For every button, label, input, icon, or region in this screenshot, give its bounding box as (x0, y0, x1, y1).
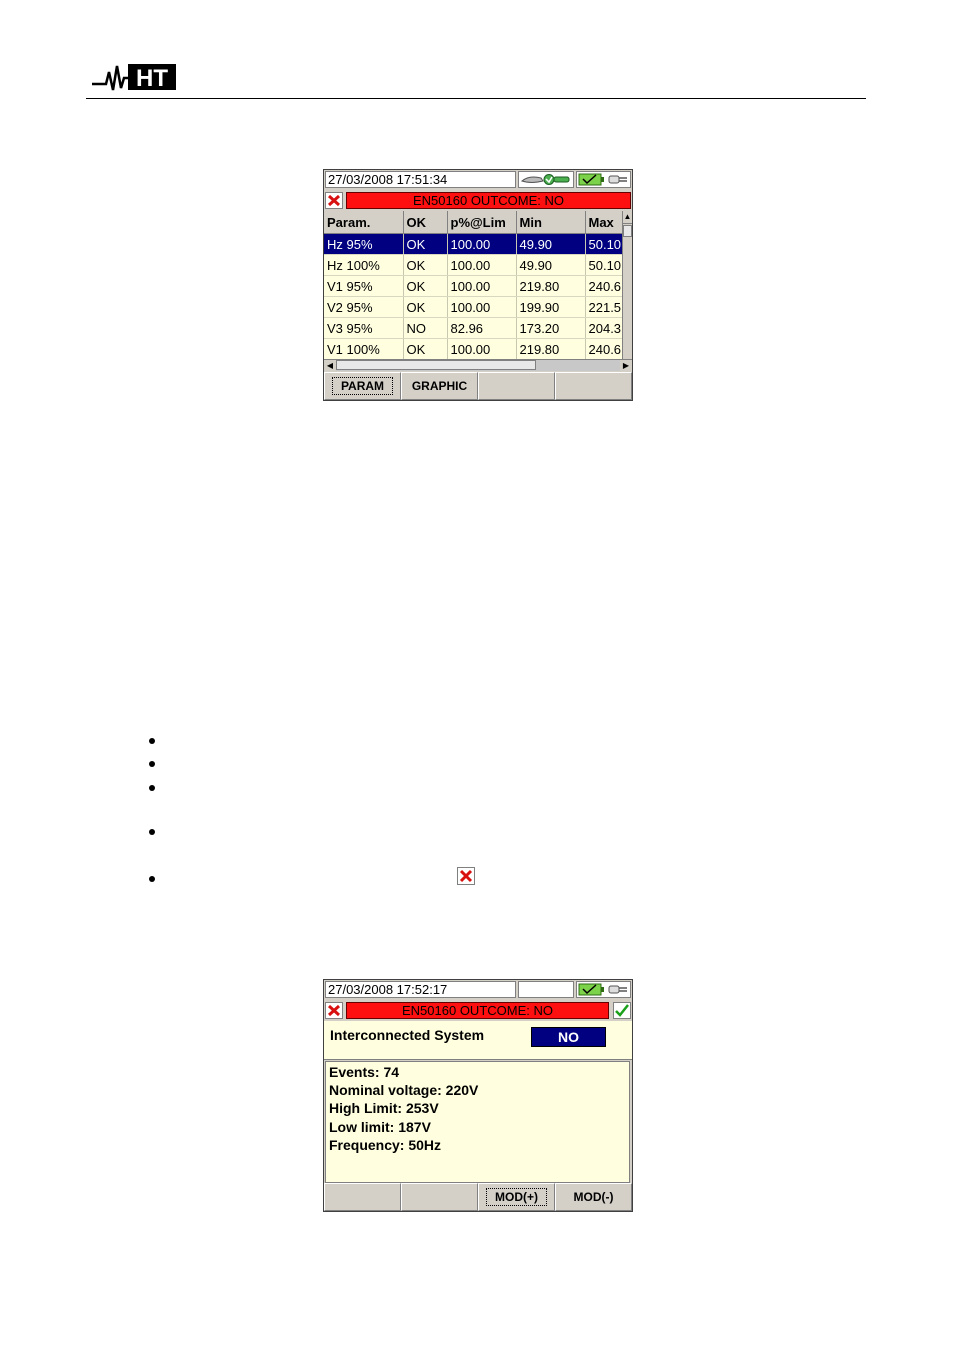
cell: 100.00 (447, 297, 516, 318)
cell: V2 95% (324, 297, 403, 318)
ht-logo (92, 62, 178, 92)
interconnected-system-value[interactable]: NO (531, 1027, 606, 1047)
results-table[interactable] (324, 211, 622, 359)
cell: V1 95% (324, 276, 403, 297)
bullet-dot (149, 761, 155, 767)
horizontal-scrollbar[interactable] (324, 359, 632, 371)
softkey-2[interactable] (401, 1183, 478, 1211)
cell: NO (403, 318, 447, 339)
events-text: Events: 74 (329, 1064, 400, 1080)
cell: OK (403, 297, 447, 318)
battery-plug-icon (576, 981, 631, 998)
fail-x-icon (457, 867, 475, 885)
cell: 240.6 (585, 339, 622, 360)
softkey-4[interactable] (555, 372, 632, 400)
nominal-voltage-text: Nominal voltage: 220V (329, 1082, 479, 1099)
col-header-max[interactable]: Max (585, 211, 622, 234)
status-bar (324, 170, 632, 191)
cell: 49.90 (516, 234, 585, 255)
param-softkey[interactable]: PARAM (324, 372, 401, 400)
frequency-text: Frequency: 50Hz (329, 1136, 442, 1153)
fail-x-icon (325, 192, 343, 209)
cell: Hz 95% (324, 234, 403, 255)
cell: 219.80 (516, 339, 585, 360)
probe-icon (518, 171, 574, 188)
table-row[interactable] (324, 276, 622, 297)
bullet-dot (149, 829, 155, 835)
interconnected-system-label: Interconnected System (330, 1027, 485, 1043)
col-header-ok[interactable]: OK (403, 211, 447, 234)
confirm-check-icon[interactable] (613, 1002, 631, 1019)
svg-text:HT: HT (136, 65, 168, 92)
col-header-percent[interactable]: p%@Lim (447, 211, 516, 234)
cell: 219.80 (516, 276, 585, 297)
cell: OK (403, 255, 447, 276)
vertical-scroll-thumb[interactable] (623, 225, 632, 237)
cell: 240.6 (585, 276, 622, 297)
outcome-row (324, 191, 632, 211)
scroll-right-icon[interactable]: ▶ (620, 360, 632, 371)
cell: 50.10 (585, 234, 622, 255)
graphic-softkey[interactable]: GRAPHIC (401, 372, 478, 400)
bullet-dot (149, 785, 155, 791)
setting-panel (324, 1021, 632, 1060)
cell: 204.3 (585, 318, 622, 339)
datetime-display: 27/03/2008 17:52:17 (325, 981, 516, 998)
outcome-banner: EN50160 OUTCOME: NO (346, 192, 631, 209)
scroll-left-icon[interactable]: ◀ (324, 360, 336, 371)
cell: OK (403, 276, 447, 297)
cell: 50.10 (585, 255, 622, 276)
instrument-screen-settings (323, 979, 633, 1212)
cell: 49.90 (516, 255, 585, 276)
table-header (324, 211, 622, 234)
col-header-param[interactable]: Param. (324, 211, 403, 234)
outcome-banner: EN50160 OUTCOME: NO (346, 1002, 609, 1019)
scroll-up-icon[interactable]: ▲ (623, 211, 632, 224)
table-row[interactable] (324, 297, 622, 318)
cell: V1 100% (324, 339, 403, 360)
header-rule (86, 98, 866, 99)
cell: 100.00 (447, 234, 516, 255)
cell: 100.00 (447, 255, 516, 276)
mod-plus-softkey[interactable]: MOD(+) (478, 1183, 555, 1211)
softkey-bar (324, 372, 632, 400)
table-row[interactable] (324, 255, 622, 276)
cell: OK (403, 234, 447, 255)
info-panel (325, 1061, 630, 1183)
bullet-dot (149, 738, 155, 744)
cell: 221.5 (585, 297, 622, 318)
mod-minus-softkey[interactable]: MOD(-) (555, 1183, 632, 1211)
table-row[interactable] (324, 234, 622, 255)
fail-x-icon (325, 1002, 343, 1019)
table-row[interactable] (324, 339, 622, 360)
cell: 82.96 (447, 318, 516, 339)
low-limit-text: Low limit: 187V (329, 1118, 431, 1135)
instrument-screen-results (323, 169, 633, 401)
softkey-bar (324, 1183, 632, 1211)
col-header-min[interactable]: Min (516, 211, 585, 234)
cell: 100.00 (447, 276, 516, 297)
bullet-dot (149, 876, 155, 882)
cell: OK (403, 339, 447, 360)
softkey-1[interactable] (324, 1183, 401, 1211)
cell: 199.90 (516, 297, 585, 318)
high-limit-text: High Limit: 253V (329, 1100, 439, 1117)
battery-plug-icon (576, 171, 631, 188)
horizontal-scroll-thumb[interactable] (336, 360, 536, 370)
cell: Hz 100% (324, 255, 403, 276)
softkey-3[interactable] (478, 372, 555, 400)
probe-status-box (518, 981, 574, 998)
table-row[interactable] (324, 318, 622, 339)
outcome-row (324, 1001, 632, 1021)
vertical-scrollbar[interactable] (622, 211, 632, 359)
cell: 173.20 (516, 318, 585, 339)
cell: V3 95% (324, 318, 403, 339)
cell: 100.00 (447, 339, 516, 360)
status-bar (324, 980, 632, 1001)
datetime-display: 27/03/2008 17:51:34 (325, 171, 516, 188)
